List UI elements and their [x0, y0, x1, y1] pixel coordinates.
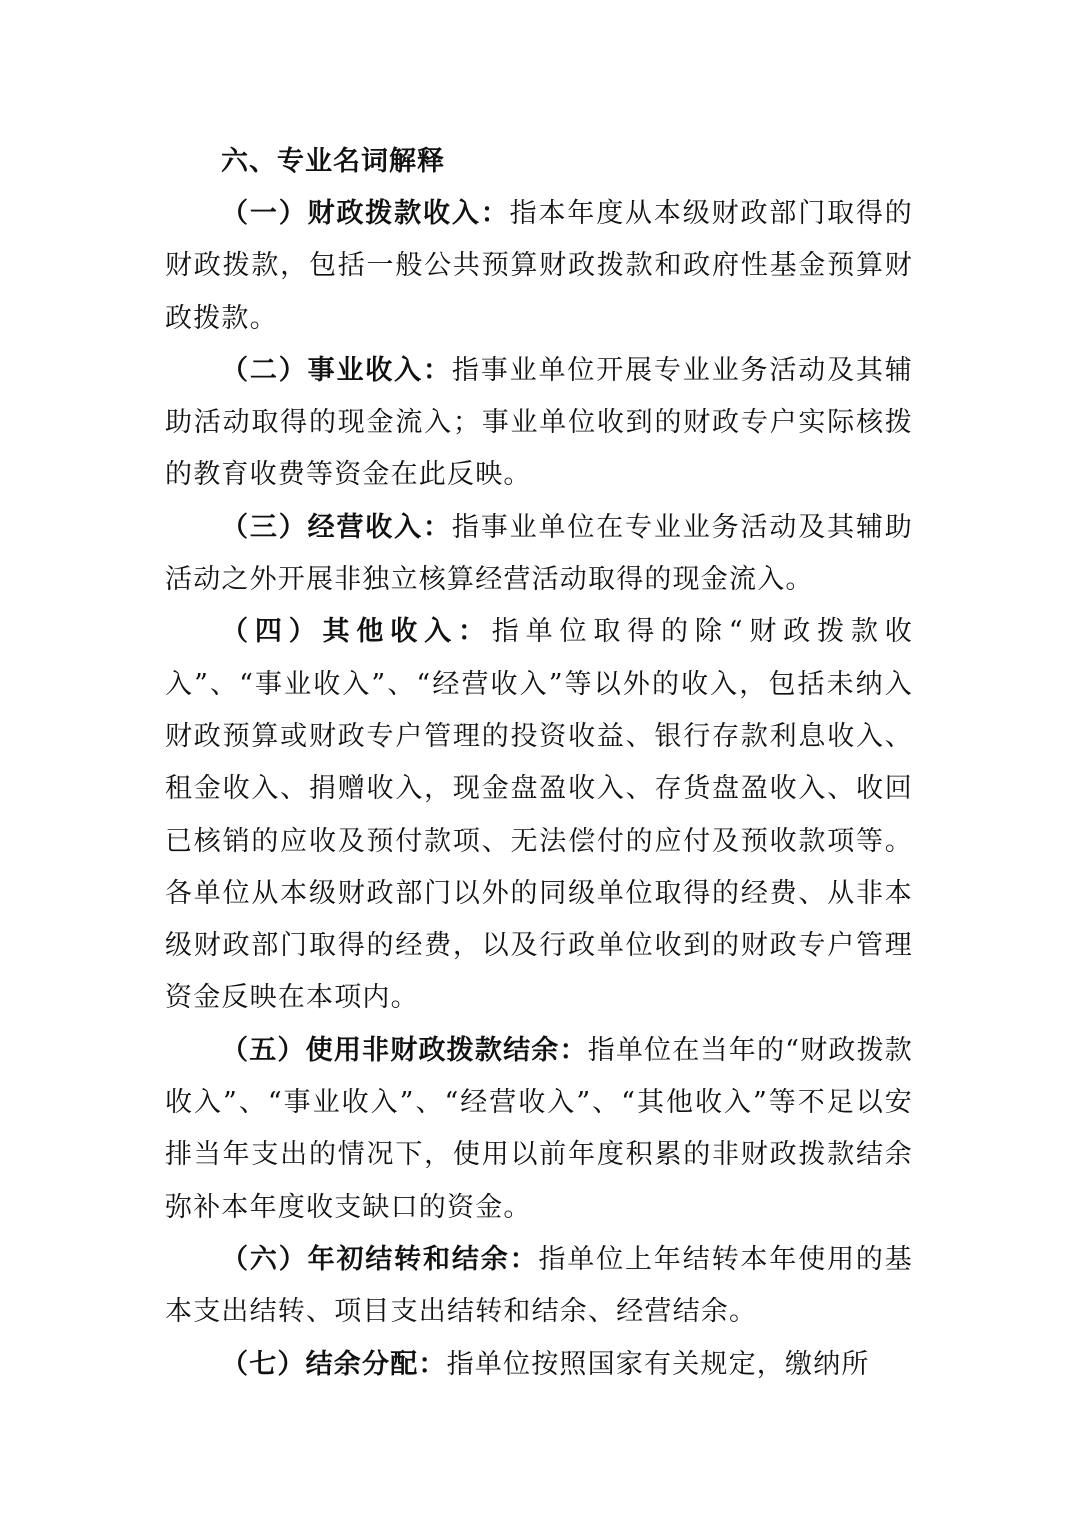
definition-paragraph-6: [165, 1234, 913, 1339]
definition-paragraph-4: [165, 606, 913, 1024]
section-heading: 六、专业名词解释: [221, 146, 445, 177]
definition-term: （三）经营收入：: [221, 511, 452, 543]
definition-term: （五）使用非财政拨款结余：: [221, 1034, 588, 1066]
definition-paragraph-5: [165, 1025, 913, 1234]
definition-paragraph-2: [165, 345, 913, 502]
definition-paragraph-7: [165, 1339, 913, 1391]
definition-text: 指单位在当年的“财政拨款收入”、“事业收入”、“经营收入”、“其他收入”等不足以安排当年支出的情况下，使用以前年度积累的非财政拨款结余弥补本年度收支缺口的资金。: [165, 1034, 913, 1223]
definition-term: （四）其他收入：: [221, 616, 492, 648]
definition-term: （七）结余分配：: [221, 1348, 447, 1380]
definition-paragraph-3: [165, 502, 913, 607]
definition-term: （一）财政拨款收入：: [221, 198, 510, 229]
definition-text: 指单位按照国家有关规定，缴纳所: [446, 1348, 870, 1380]
definition-paragraph-1: [165, 188, 913, 345]
definition-text: 指单位上年结转本年使用的基本支出结转、项目支出结转和结余、经营结余。: [165, 1243, 913, 1328]
definition-text: 指事业单位开展专业业务活动及其辅助活动取得的现金流入；事业单位收到的财政专户实际核拨的教育收费等资金在此反映。: [165, 354, 913, 491]
definition-text: 指单位取得的除“财政拨款收入”、“事业收入”、“经营收入”等以外的收入，包括未纳入财政预算或财政专户管理的投资收益、银行存款利息收入、租金收入、捐赠收入，现金盘盈收入、存货盘盈收入、收回已核销的应收及预付款项、无法偿付的应付及预收款项等。各单位从本级财政部门以外的同级单位取得的经费、从非本级财政部门取得的经费，以及行政单位收到的财政专户管理资金反映在本项内。: [165, 616, 913, 1014]
definition-text: 指本年度从本级财政部门取得的财政拨款，包括一般公共预算财政拨款和政府性基金预算财政拨款。: [165, 198, 913, 334]
document-page: [165, 136, 913, 1391]
definition-term: （二）事业收入：: [221, 354, 452, 386]
definition-text: 指事业单位在专业业务活动及其辅助活动之外开展非独立核算经营活动取得的现金流入。: [165, 511, 913, 596]
definition-term: （六）年初结转和结余：: [221, 1243, 539, 1275]
